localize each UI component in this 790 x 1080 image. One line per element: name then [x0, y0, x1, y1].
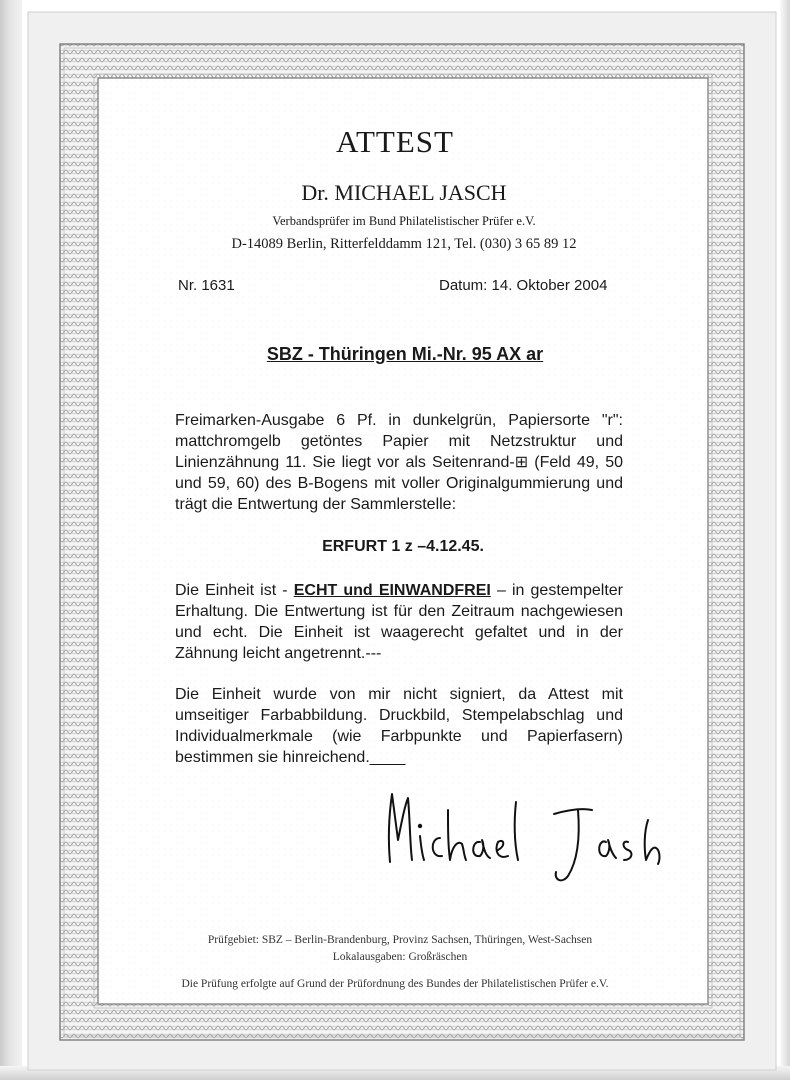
handwritten-signature — [378, 780, 668, 890]
issuer-address: D-14089 Berlin, Ritterfelddamm 121, Tel. (030) 3 65 89 12 — [231, 236, 577, 252]
verdict-emphasis: ECHT und EINWANDFREI — [293, 582, 491, 599]
footer-regulation: Die Prüfung erfolgte auf Grund der Prüfordnung des Bundes der Philatelistischen Prüfer e.V. — [181, 978, 609, 990]
stamp-heading: SBZ - Thüringen Mi.-Nr. 95 AX ar — [266, 344, 544, 364]
signature-note-paragraph: Die Einheit wurde von mir nicht signiert, da Attest mit umseitiger Farbabbildung. Druckbild, Stempelabschlag und Individualmerkmale (wie Farbpunkte und Papierfasern) bestimmen sie hinreichend.____ — [175, 686, 623, 766]
certificate-number: Nr. 1631 — [178, 277, 235, 294]
footer-local-issues: Lokalausgaben: Großräschen — [332, 951, 468, 963]
verdict-rest: – in gestempelter Erhaltung. Die Entwertung ist für den Zeitraum nachgewiesen und echt. Die Einheit ist waagerecht gefaltet und in der Zähnung leicht angetrennt.--- — [175, 582, 624, 662]
certificate-date: Datum: 14. Oktober 2004 — [439, 277, 608, 294]
verdict-paragraph — [175, 580, 623, 664]
description-paragraph: Freimarken-Ausgabe 6 Pf. in dunkelgrün, Papiersorte "r": mattchromgelb getöntes Papier mit Netzstruktur und Linienzähnung 11. Sie liegt vor als Seitenrand-⊞ (Feld 49, 50 und 59, 60) des B-Bogens mit voller Originalgummierung und trägt die Entwertung der Sammlerstelle: — [175, 412, 623, 513]
verdict-intro: Die Einheit ist - — [175, 582, 294, 599]
certificate-title: ATTEST — [336, 124, 454, 159]
footer-scope: Prüfgebiet: SBZ – Berlin-Brandenburg, Provinz Sachsen, Thüringen, West-Sachsen — [207, 934, 593, 946]
cancellation-line: ERFURT 1 z –4.12.45. — [322, 538, 484, 555]
issuer-name: Dr. MICHAEL JASCH — [301, 180, 507, 205]
issuer-affiliation: Verbandsprüfer im Bund Philatelistischer Prüfer e.V. — [272, 214, 536, 228]
